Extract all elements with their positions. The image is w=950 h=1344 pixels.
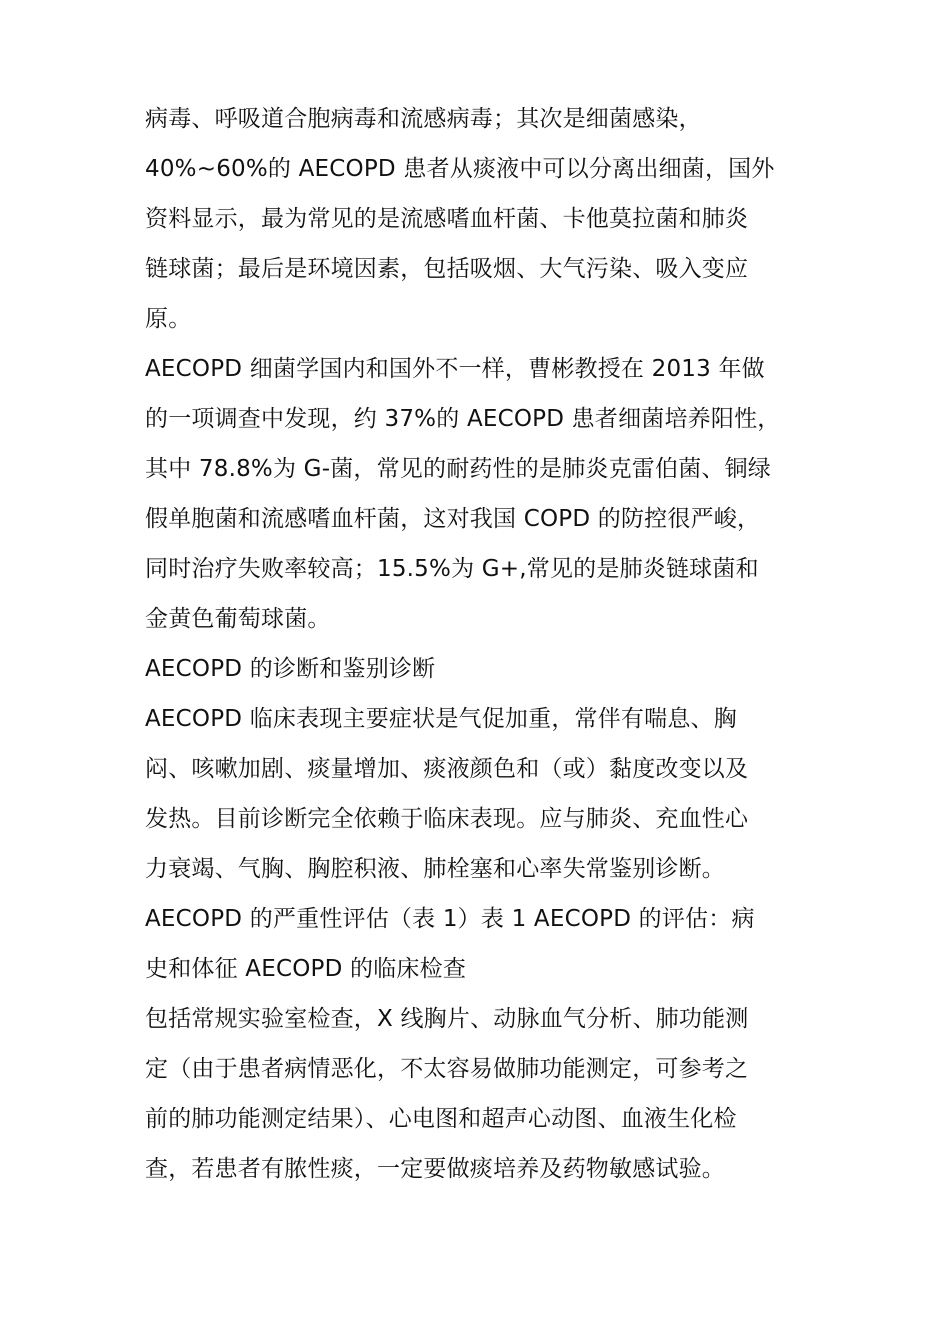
text-line: AECOPD 细菌学国内和国外不一样，曹彬教授在 2013 年做 [145,356,765,382]
text-line: AECOPD 临床表现主要症状是气促加重，常伴有喘息、胸 [145,706,737,732]
text-line: 查，若患者有脓性痰，一定要做痰培养及药物敏感试验。 [145,1156,725,1182]
text-line: 链球菌；最后是环境因素，包括吸烟、大气污染、吸入变应 [145,256,749,282]
text-line: 金黄色葡萄球菌。 [145,606,331,632]
text-line: 包括常规实验室检查，X 线胸片、动脉血气分析、肺功能测 [145,1006,749,1032]
text-line: 力衰竭、气胸、胸腔积液、肺栓塞和心率失常鉴别诊断。 [145,856,725,882]
text-line: 原。 [145,306,192,332]
text-line: 其中 78.8%为 G-菌，常见的耐药性的是肺炎克雷伯菌、铜绿 [145,456,772,482]
text-line: AECOPD 的严重性评估（表 1）表 1 AECOPD 的评估：病 [145,906,755,932]
document-body [145,94,810,1194]
text-line: 定（由于患者病情恶化，不太容易做肺功能测定，可参考之 [145,1056,749,1082]
text-line: 发热。目前诊断完全依赖于临床表现。应与肺炎、充血性心 [145,806,749,832]
text-line: 40%~60%的 AECOPD 患者从痰液中可以分离出细菌，国外 [145,156,775,182]
text-line: 前的肺功能测定结果）、心电图和超声心动图、血液生化检 [145,1106,737,1132]
text-line: 史和体征 AECOPD 的临床检查 [145,956,467,982]
text-line: 资料显示，最为常见的是流感嗜血杆菌、卡他莫拉菌和肺炎 [145,206,749,232]
text-line: 同时治疗失败率较高；15.5%为 G+,常见的是肺炎链球菌和 [145,556,759,582]
text-line: 病毒、呼吸道合胞病毒和流感病毒；其次是细菌感染， [145,106,702,132]
text-line: 假单胞菌和流感嗜血杆菌，这对我国 COPD 的防控很严峻， [145,506,761,532]
text-line: 的一项调查中发现，约 37%的 AECOPD 患者细菌培养阳性， [145,406,781,432]
section-heading: AECOPD 的诊断和鉴别诊断 [145,656,436,682]
text-line: 闷、咳嗽加剧、痰量增加、痰液颜色和（或）黏度改变以及 [145,756,749,782]
